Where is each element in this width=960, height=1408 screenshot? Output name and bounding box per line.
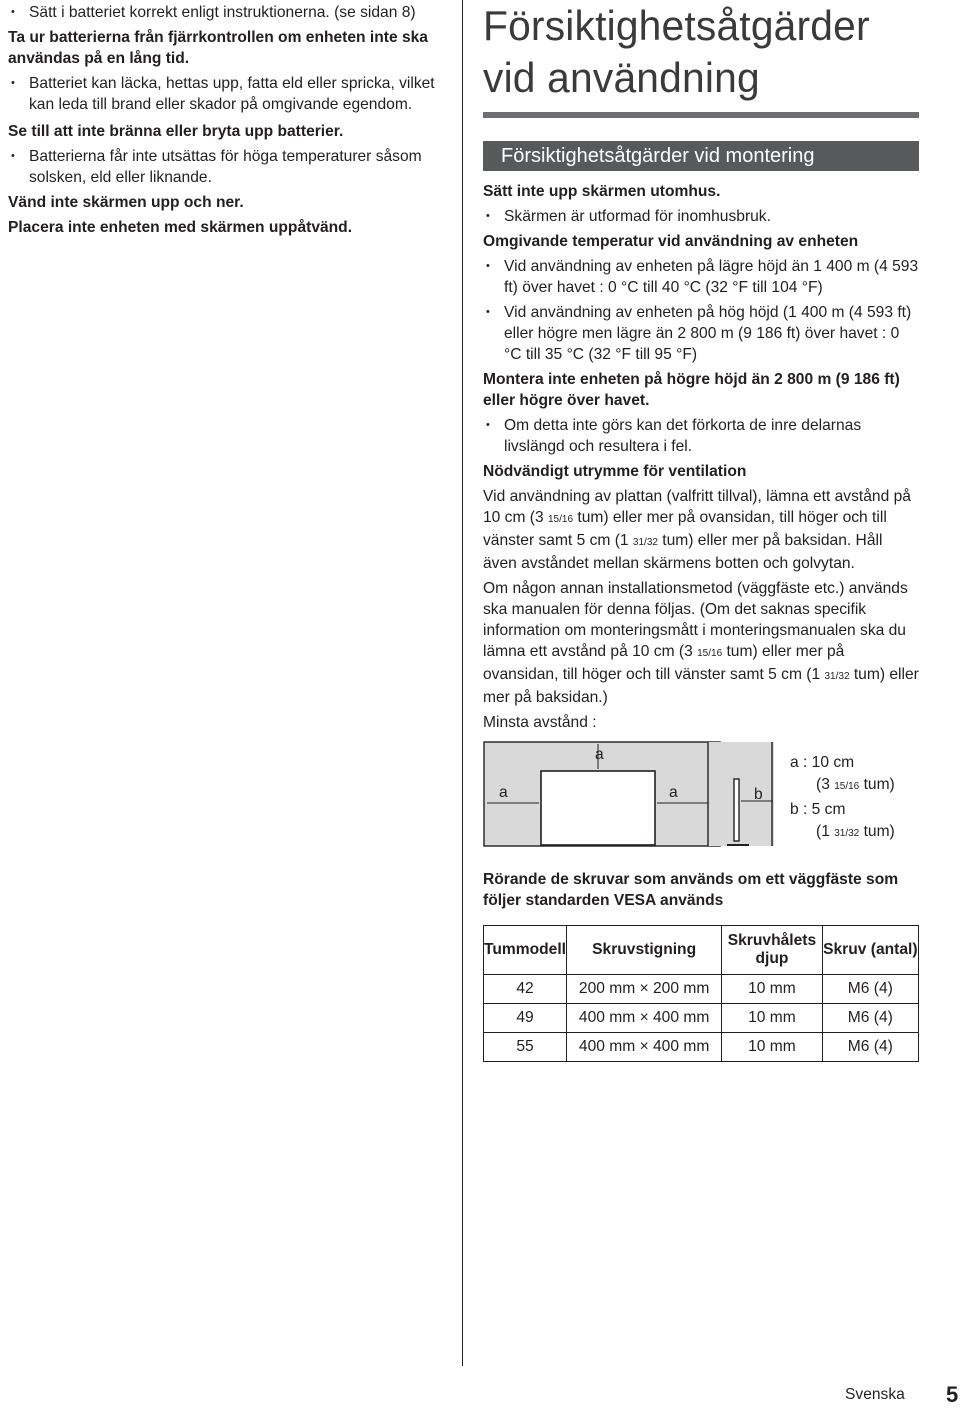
section-heading-mounting: Försiktighetsåtgärder vid montering <box>483 141 919 171</box>
text-fragment: Vid användning av plattan (valfritt tillval), lämna ett avstånd på 10 cm (3 <box>483 488 911 526</box>
legend-a-cm: a : 10 cm <box>790 754 855 771</box>
table-row <box>484 1004 919 1033</box>
bullet-lifetime: • Om detta inte görs kan det förkorta de inre delarnas livslängd och resultera i fel. <box>483 415 919 457</box>
left-column <box>8 2 448 238</box>
heading-no-outdoor: Sätt inte upp skärmen utomhus. <box>483 183 721 200</box>
fraction: 15/16 <box>548 514 574 525</box>
table-cell: M6 (4) <box>822 1033 918 1062</box>
table-header-row <box>484 926 919 975</box>
label-min-distance: Minsta avstånd : <box>483 714 597 731</box>
fraction: 15/16 <box>697 648 723 659</box>
text-fragment: tum) eller mer på ovansidan, till höger och till vänster samt 5 cm (1 <box>483 509 887 549</box>
text-fragment: tum) <box>859 823 895 840</box>
vesa-table <box>483 925 919 1062</box>
bullet-battery-heat: • Batterierna får inte utsättas för höga temperaturer såsom solsken, eld eller liknande. <box>8 146 448 188</box>
text-fragment: (3 <box>816 776 835 793</box>
text-fragment: (1 <box>816 823 835 840</box>
footer-language: Svenska <box>845 1386 905 1403</box>
legend-b-inch <box>816 822 895 844</box>
heading-vesa: Rörande de skruvar som används om ett väggfäste som följer standarden VESA används <box>483 871 899 909</box>
text-fragment: Om någon annan installationsmetod (väggfäste etc.) används ska manualen för denna följas. (Om det saknas specifik information om monteringsmått i monteringsmanualen ska du lämna ett avstånd på 10 cm (3 <box>483 580 908 660</box>
heading-no-face-up: Placera inte enheten med skärmen uppåtvänd. <box>8 219 353 236</box>
page-title-line1: Försiktighetsåtgärder <box>483 2 870 49</box>
heading-max-altitude: Montera inte enheten på högre höjd än 2 800 m (9 186 ft) eller högre över havet. <box>483 371 900 409</box>
heading-no-burn: Se till att inte bränna eller bryta upp batterier. <box>8 123 344 140</box>
side-view-area <box>708 742 774 846</box>
heading-ventilation: Nödvändigt utrymme för ventilation <box>483 463 747 480</box>
col-header-screw: Skruv (antal) <box>822 926 918 975</box>
page-title-line2: vid användning <box>483 54 760 101</box>
text-fragment: tum) eller mer på ovansidan, till höger och till vänster samt 5 cm (1 <box>483 643 845 683</box>
text-fragment: tum) <box>859 776 895 793</box>
label-a-left: a <box>499 784 508 801</box>
table-cell: 55 <box>484 1033 567 1062</box>
title-underline <box>483 112 919 118</box>
heading-remove-batteries: Ta ur batterierna från fjärrkontrollen om enheten inte ska användas på en lång tid. <box>8 29 428 67</box>
table-cell: 10 mm <box>722 975 822 1004</box>
legend-b-cm: b : 5 cm <box>790 801 846 818</box>
label-a-right: a <box>669 784 678 801</box>
table-cell: M6 (4) <box>822 1004 918 1033</box>
bullet-temp-low-altitude: • Vid användning av enheten på lägre höjd än 1 400 m (4 593 ft) över havet : 0 °C till 40 °C (32 °F till 104 °F) <box>483 256 919 298</box>
bullet-battery-leak: • Batteriet kan läcka, hettas upp, fatta eld eller spricka, vilket kan leda till brand eller skador på omgivande egendom. <box>8 73 448 115</box>
table-cell: 400 mm × 400 mm <box>567 1033 722 1062</box>
col-header-pitch: Skruvstigning <box>567 926 722 975</box>
fraction: 31/32 <box>824 671 850 682</box>
table-row <box>484 1033 919 1062</box>
bullet-temp-high-altitude: • Vid användning av enheten på hög höjd (1 400 m (4 593 ft) eller högre men lägre än 2 800 m (9 186 ft) över havet : 0 °C till 35 °C (32 °F till 95 °F) <box>483 302 919 365</box>
heading-ambient-temp: Omgivande temperatur vid användning av enheten <box>483 233 859 250</box>
table-cell: 42 <box>484 975 567 1004</box>
heading-no-upside-down: Vänd inte skärmen upp och ner. <box>8 194 244 211</box>
table-cell: 200 mm × 200 mm <box>567 975 722 1004</box>
col-header-model: Tummodell <box>484 926 567 975</box>
paragraph-ventilation-stand <box>483 486 919 574</box>
fraction: 31/32 <box>834 828 860 839</box>
bullet-indoor: • Skärmen är utformad för inomhusbruk. <box>483 206 919 227</box>
display-side <box>734 779 739 841</box>
right-column <box>483 0 919 1062</box>
legend-a-inch <box>816 775 895 797</box>
bullet-battery-insert: • Sätt i batteriet korrekt enligt instruktionerna. (se sidan 8) <box>8 2 448 23</box>
table-row <box>484 975 919 1004</box>
label-a-top: a <box>595 746 604 763</box>
fraction: 15/16 <box>834 781 860 792</box>
display-front <box>541 771 655 845</box>
column-divider <box>462 0 463 1366</box>
paragraph-ventilation-wall <box>483 578 919 708</box>
text-fragment: tum) eller mer på baksidan.) <box>483 666 919 706</box>
col-header-depth: Skruvhålets djup <box>722 926 822 975</box>
table-cell: 49 <box>484 1004 567 1033</box>
text-fragment: tum) eller mer på baksidan. Håll även avståndet mellan skärmens botten och golvytan. <box>483 532 883 572</box>
table-cell: 10 mm <box>722 1033 822 1062</box>
table-cell: M6 (4) <box>822 975 918 1004</box>
clearance-diagram <box>483 741 919 849</box>
fraction: 31/32 <box>632 537 658 548</box>
table-cell: 400 mm × 400 mm <box>567 1004 722 1033</box>
label-b: b <box>754 786 763 803</box>
table-cell: 10 mm <box>722 1004 822 1033</box>
page-number: 5 <box>946 1382 959 1407</box>
